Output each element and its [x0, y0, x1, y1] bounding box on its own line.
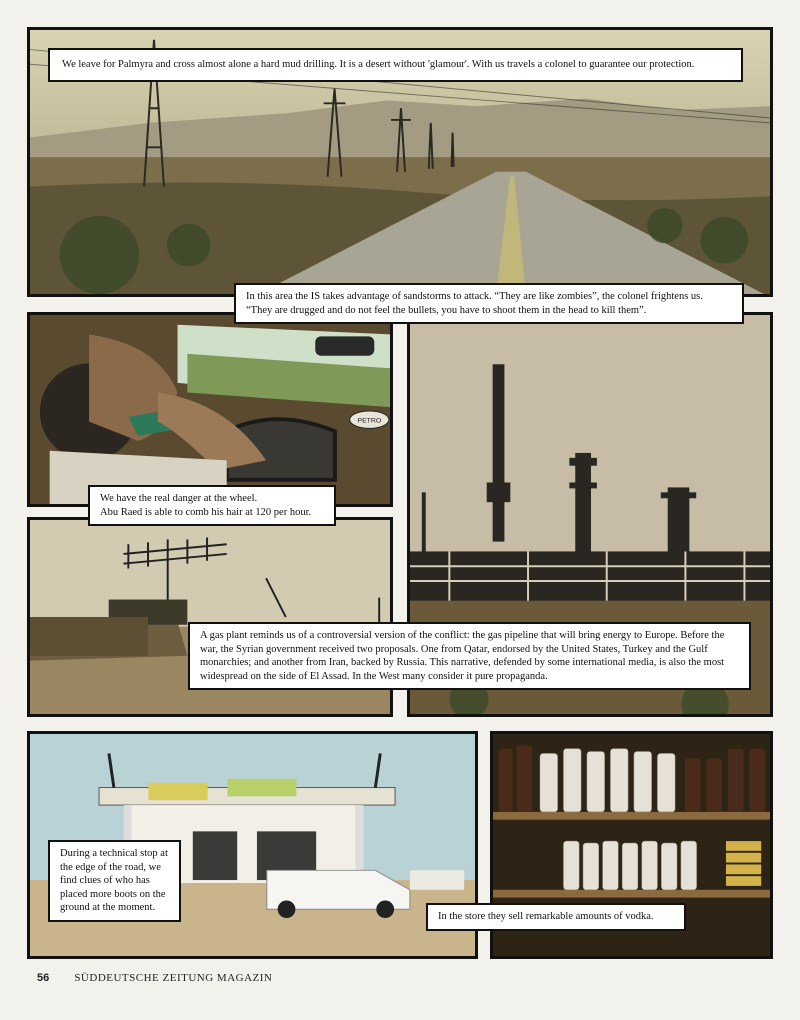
- caption-intro: [48, 48, 743, 82]
- caption-gas-plant-text: A gas plant reminds us of a controversial version of the conflict: the gas pipeline that will bring energy to Europe. Before the war, the Syrian government received two proposals. One from Qatar, endorsed by the United States, Turkey and the Gulf monarchies; and another from Iran, backed by Russia. This narrative, defended by some international media, is also the most widespread on the side of El Assad. In the West many consider it pure propaganda.: [200, 630, 725, 682]
- caption-intro-text: We leave for Palmyra and cross almost alone a hard mud drilling. It is a desert without 'glamour'. With us travels a colonel to guarantee our protection.: [62, 59, 695, 70]
- caption-driver: [88, 485, 336, 526]
- page-number: 56: [37, 972, 50, 984]
- dash-sticker-label: PETRO: [357, 417, 382, 425]
- caption-driver-line1: We have the real danger at the wheel.: [100, 493, 258, 504]
- caption-vodka: [426, 903, 686, 931]
- caption-vodka-text: In the store they sell remarkable amounts of vodka.: [438, 911, 654, 922]
- caption-sandstorm: [234, 283, 744, 324]
- caption-sandstorm-line2: “They are drugged and do not feel the bullets, you have to shoot them in the head to kill them”.: [246, 304, 647, 316]
- page-footer: [37, 972, 272, 984]
- caption-driver-line2: Abu Raed is able to comb his hair at 120 per hour.: [100, 506, 312, 518]
- caption-gas-plant: [188, 622, 751, 690]
- caption-sandstorm-line1: In this area the IS takes advantage of sandstorms to attack. “They are like zombies”, the colonel frightens us.: [246, 291, 703, 302]
- caption-technical-stop: [48, 840, 181, 922]
- magazine-name: SÜDDEUTSCHE ZEITUNG MAGAZIN: [74, 972, 273, 984]
- photo-car-interior: [27, 312, 393, 507]
- caption-technical-stop-text: During a technical stop at the edge of the road, we find clues of who has placed more boots on the ground at the moment.: [60, 848, 168, 913]
